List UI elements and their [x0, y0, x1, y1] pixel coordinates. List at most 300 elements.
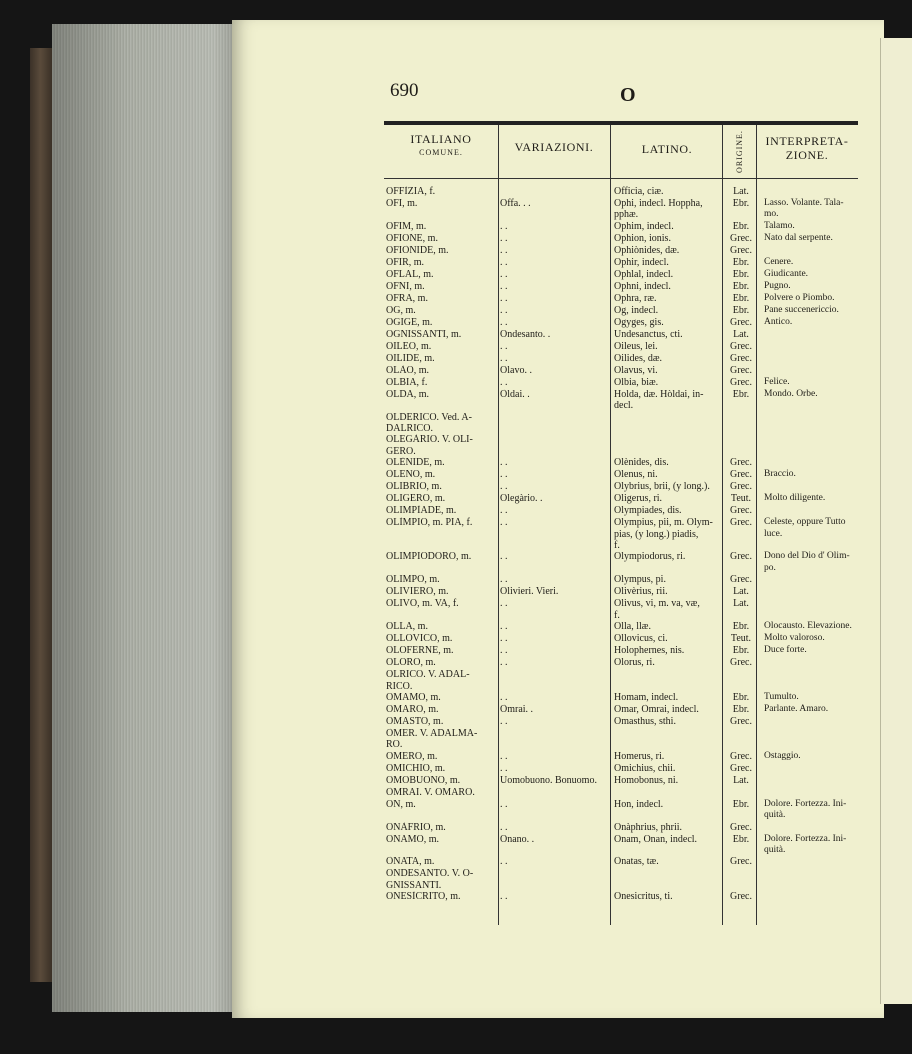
latino-cell: Olènides, dis.	[614, 457, 669, 469]
variazioni-cell: Onano. .	[500, 833, 535, 845]
latino-cell: Ophim, indecl.	[614, 220, 674, 232]
italiano-cell: OLIVO, m. VA, f.	[386, 598, 459, 610]
table-row	[384, 329, 858, 341]
table-row	[384, 505, 858, 517]
variazioni-cell: Ondesanto. .	[500, 328, 551, 340]
latino-cell	[610, 728, 722, 751]
origine-cell: Grec.	[730, 517, 752, 529]
latino-cell: Ophra, ræ.	[614, 292, 657, 304]
interpretazione-cell: Mondo. Orbe.	[764, 388, 818, 399]
variazioni-cell	[488, 434, 610, 457]
interpretazione-cell: Polvere o Piombo.	[764, 292, 835, 303]
origine-cell	[722, 787, 760, 799]
column-header-interpretazione: INTERPRETA- ZIONE.	[765, 134, 849, 162]
variazioni-cell: . .	[500, 481, 508, 493]
column-header-italiano-sub: COMUNE.	[419, 148, 463, 157]
origine-cell: Grec.	[730, 376, 752, 388]
italiano-cell: OGNISSANTI, m.	[386, 328, 462, 340]
italiano-cell: OLDERICO. Ved. A- DALRICO.	[386, 411, 472, 435]
italiano-cell: OLÀO, m.	[386, 364, 430, 376]
latino-cell: Ophni, indecl.	[614, 280, 671, 292]
variazioni-cell: . .	[500, 469, 508, 481]
table-row	[384, 669, 858, 692]
italiano-cell: ONÀFRIO, m.	[386, 821, 446, 833]
origine-cell: Lat.	[733, 328, 749, 340]
italiano-cell: OFI, m.	[386, 198, 418, 209]
page-number: 690	[390, 80, 419, 101]
interpretazione-cell: Talamo.	[764, 220, 795, 231]
italiano-cell: OLDA, m.	[386, 388, 430, 400]
origine-cell: Ebr.	[732, 645, 750, 657]
origine-cell	[722, 412, 760, 435]
table-row	[384, 353, 858, 365]
origine-cell: Grec.	[730, 469, 752, 481]
column-header-latino: LATINO.	[641, 142, 693, 156]
latino-cell: Ophi, indecl. Hoppha, pphæ.	[614, 198, 703, 221]
latino-cell: Olympiodorus, ri.	[614, 551, 686, 563]
table-row	[384, 716, 858, 728]
italiano-cell: OLIVIERO, m.	[386, 586, 449, 598]
table-row	[384, 574, 858, 586]
latino-cell: Olybrius, brii, (y long.).	[614, 481, 710, 493]
italiano-cell: OFIM, m.	[386, 220, 427, 232]
interpretazione-cell	[760, 412, 858, 435]
latino-cell: Officia, ciæ.	[614, 186, 664, 197]
latino-cell: Onam, Onan, indecl.	[614, 833, 698, 845]
latino-cell: Og, indecl.	[614, 304, 659, 316]
italiano-cell: OILEO, m.	[386, 340, 432, 352]
variazioni-cell: . .	[500, 376, 508, 388]
latino-cell: Olavus, vi.	[614, 364, 658, 376]
interpretazione-cell	[760, 716, 858, 728]
interpretazione-cell	[760, 657, 858, 669]
italiano-cell: OLBIA, f.	[386, 376, 428, 388]
variazioni-cell	[488, 669, 610, 692]
latino-cell: Olympus, pi.	[614, 574, 666, 586]
latino-cell: Olorus, ri.	[614, 657, 655, 669]
interpretazione-cell: Giudicante.	[764, 268, 809, 279]
interpretazione-cell	[760, 775, 858, 787]
italiano-cell: OMAMO, m.	[386, 691, 441, 703]
italiano-cell: OLOFERNE, m.	[386, 645, 454, 657]
latino-cell: Ollovicus, ci.	[614, 633, 668, 645]
table-row	[384, 293, 858, 305]
table-row	[384, 517, 858, 551]
origine-cell: Ebr.	[732, 292, 750, 304]
table-row	[384, 834, 858, 857]
table-row	[384, 657, 858, 669]
latino-cell: Olbia, biæ.	[614, 376, 659, 388]
origine-cell: Grec.	[730, 750, 752, 762]
origine-cell: Ebr.	[732, 304, 750, 316]
table-row	[384, 481, 858, 493]
variazioni-cell: . .	[500, 691, 508, 703]
origine-cell: Grec.	[730, 481, 752, 493]
italiano-cell: OMERO, m.	[386, 750, 438, 762]
interpretazione-cell: Celeste, oppure Tutto luce.	[764, 517, 846, 539]
interpretazione-cell: Dolore. Fortezza. Ini- quità.	[764, 833, 847, 855]
italiano-cell: OLIMPÌADE, m.	[386, 505, 457, 517]
facing-page-edge	[880, 38, 912, 1004]
italiano-cell: OLLOVICO, m.	[386, 633, 453, 645]
table-row	[384, 799, 858, 822]
variazioni-cell	[488, 412, 610, 435]
table-row	[384, 586, 858, 598]
variazioni-cell: . .	[500, 232, 508, 244]
table-row	[384, 728, 858, 751]
origine-cell	[722, 728, 760, 751]
table-row	[384, 787, 858, 799]
origine-cell: Grec.	[730, 457, 752, 469]
origine-cell: Grec.	[730, 352, 752, 364]
table-row	[384, 704, 858, 716]
latino-cell: Homobonus, ni.	[614, 774, 679, 786]
interpretazione-cell	[760, 891, 858, 903]
variazioni-cell: . .	[500, 762, 508, 774]
latino-cell: Hon, indecl.	[614, 798, 664, 810]
italiano-cell: OG, m.	[386, 304, 416, 316]
origine-cell: Grec.	[730, 551, 752, 563]
italiano-cell: OGIGE, m.	[386, 316, 433, 328]
origine-cell: Grec.	[730, 232, 752, 244]
latino-cell	[610, 868, 722, 891]
interpretazione-cell	[760, 669, 858, 692]
variazioni-cell: . .	[500, 244, 508, 256]
interpretazione-cell: Nato dal serpente.	[764, 232, 833, 243]
origine-cell: Grec.	[730, 505, 752, 517]
latino-cell: Olympius, pii, m. Olym- pias, (y long.) piadis, f.	[614, 517, 713, 552]
variazioni-cell: . .	[500, 352, 508, 364]
origine-cell: Ebr.	[732, 280, 750, 292]
italiano-cell: ONDESANTO. V. O- GNISSANTI.	[386, 868, 474, 891]
variazioni-cell: . .	[500, 340, 508, 352]
table-row	[384, 186, 858, 198]
table-row	[384, 493, 858, 505]
latino-cell: Ogyges, gis.	[614, 316, 664, 328]
interpretazione-cell: Tumulto.	[764, 691, 799, 702]
interpretazione-cell: Pane succenericcio.	[764, 304, 839, 315]
latino-cell: Olivèrius, rii.	[614, 586, 668, 598]
interpretazione-cell: Molto diligente.	[764, 493, 826, 504]
variazioni-cell: . .	[500, 551, 508, 563]
column-header-origine	[724, 128, 754, 174]
interpretazione-cell	[760, 574, 858, 586]
origine-cell: Grec.	[730, 316, 752, 328]
origine-cell: Grec.	[730, 762, 752, 774]
interpretazione-cell: Ostaggio.	[764, 750, 801, 761]
table-row	[384, 763, 858, 775]
table-row	[384, 269, 858, 281]
table-row	[384, 856, 858, 868]
interpretazione-cell: Cenere.	[764, 256, 794, 267]
italiano-cell: OMASTO, m.	[386, 715, 444, 727]
variazioni-cell	[488, 186, 610, 198]
origine-cell: Ebr.	[732, 268, 750, 280]
table-row	[384, 692, 858, 704]
variazioni-cell: . .	[500, 304, 508, 316]
italiano-cell: OLEGÀRIO. V. OLI- GERO.	[386, 434, 473, 457]
variazioni-cell: . .	[500, 220, 508, 232]
interpretazione-cell	[760, 457, 858, 469]
origine-cell: Grec.	[730, 574, 752, 586]
interpretazione-cell: Braccio.	[764, 469, 796, 480]
italiano-cell: ON, m.	[386, 798, 416, 810]
table-row	[384, 633, 858, 645]
interpretazione-cell: Dolore. Fortezza. Ini- quità.	[764, 798, 847, 821]
latino-cell: Onàphrius, phrii.	[614, 821, 683, 833]
table-row	[384, 305, 858, 317]
latino-cell: Undesanctus, cti.	[614, 328, 683, 340]
interpretazione-cell: Olocausto. Elevazione.	[764, 621, 852, 632]
latino-cell: Oilides, dæ.	[614, 352, 663, 364]
origine-cell: Grec.	[730, 821, 752, 833]
table-row	[384, 233, 858, 245]
table-row	[384, 621, 858, 633]
italiano-cell: OMARO, m.	[386, 703, 439, 715]
origine-cell: Grec.	[730, 715, 752, 727]
latino-cell: Olivus, vi, m. va, væ, f.	[614, 598, 700, 621]
italiano-cell: OMICHIO, m.	[386, 762, 446, 774]
origine-cell: Ebr.	[732, 833, 750, 845]
table-row	[384, 775, 858, 787]
table-row	[384, 341, 858, 353]
variazioni-cell: . .	[500, 598, 508, 610]
origine-cell	[722, 669, 760, 692]
table-row	[384, 457, 858, 469]
interpretazione-cell	[760, 434, 858, 457]
table-row	[384, 281, 858, 293]
table-row	[384, 221, 858, 233]
italiano-cell: ONESÌCRITO, m.	[386, 891, 461, 903]
table-row	[384, 645, 858, 657]
table-row	[384, 469, 858, 481]
table-row	[384, 317, 858, 329]
origine-cell: Ebr.	[732, 220, 750, 232]
table-row	[384, 198, 858, 221]
italiano-cell: ÒMRAI. V. OMARO.	[386, 786, 475, 798]
italiano-cell: OILIDE, m.	[386, 352, 435, 364]
italiano-cell: OFLAL, m.	[386, 268, 434, 280]
italiano-cell: OLRICO. V. ADAL- RICO.	[386, 669, 470, 692]
italiano-cell: OLIBRIO, m.	[386, 481, 442, 493]
italiano-cell: OFRA, m.	[386, 292, 428, 304]
table-row	[384, 257, 858, 269]
interpretazione-cell	[760, 822, 858, 834]
origine-cell: Ebr.	[732, 798, 750, 810]
table-row	[384, 868, 858, 891]
origine-cell: Grec.	[730, 856, 752, 868]
variazioni-cell: . .	[500, 821, 508, 833]
variazioni-cell: . .	[500, 517, 508, 529]
interpretazione-cell	[760, 186, 858, 198]
latino-cell	[610, 669, 722, 692]
table-row	[384, 434, 858, 457]
latino-cell: Ophlal, indecl.	[614, 268, 674, 280]
latino-cell: Homam, indecl.	[614, 691, 679, 703]
table-row	[384, 822, 858, 834]
interpretazione-cell	[760, 598, 858, 621]
interpretazione-cell	[760, 365, 858, 377]
origine-cell: Ebr.	[732, 388, 750, 400]
interpretazione-cell: Duce forte.	[764, 645, 807, 656]
column-header-italiano-label: ITALIANO	[410, 132, 472, 146]
origine-cell: Teut.	[730, 493, 752, 505]
latino-cell: Omichius, chii.	[614, 762, 676, 774]
table-row	[384, 389, 858, 412]
italiano-cell: ONAMO, m.	[386, 833, 440, 845]
origine-cell: Grec.	[730, 657, 752, 669]
origine-cell: Lat.	[733, 586, 749, 598]
interpretazione-cell	[760, 505, 858, 517]
variazioni-cell: . .	[500, 645, 508, 657]
italiano-cell: OLÈNIDE, m.	[386, 457, 445, 469]
variazioni-cell: . .	[500, 715, 508, 727]
latino-cell: Ophir, indecl.	[614, 256, 669, 268]
latino-cell	[610, 412, 722, 435]
variazioni-cell: Uomobuono. Bonuomo.	[500, 774, 597, 786]
variazioni-cell: Olivieri. Vieri.	[500, 586, 559, 598]
variazioni-cell: . .	[500, 292, 508, 304]
origine-cell: Ebr.	[732, 198, 750, 209]
column-header-variazioni: VARIAZIONI.	[514, 140, 594, 154]
column-header-italiano	[384, 132, 498, 160]
variazioni-cell: . .	[500, 891, 508, 903]
table-row	[384, 751, 858, 763]
interpretazione-cell	[760, 728, 858, 751]
origine-cell: Ebr.	[732, 256, 750, 268]
interpretazione-cell	[760, 586, 858, 598]
italiano-cell: OLORO, m.	[386, 657, 436, 669]
variazioni-cell: . .	[500, 457, 508, 469]
origine-cell: Grec.	[730, 364, 752, 376]
italiano-cell: ÒLENO, m.	[386, 469, 436, 481]
origine-cell: Grec.	[730, 891, 752, 903]
header-bottom-rule	[384, 178, 858, 179]
italiano-cell: OLLA, m.	[386, 621, 428, 633]
variazioni-cell: Olavo. .	[500, 364, 532, 376]
variazioni-cell: . .	[500, 750, 508, 762]
table-row	[384, 891, 858, 903]
variazioni-cell: . .	[500, 505, 508, 517]
italiano-cell: OLIGERO, m.	[386, 493, 446, 505]
italiano-cell: OFFÌZIA, f.	[386, 186, 436, 197]
italiano-cell: OFIÒNIDE, m.	[386, 244, 449, 256]
italiano-cell: OLÌMPIO, m. PIA, f.	[386, 517, 473, 529]
table-row	[384, 551, 858, 574]
latino-cell: Holda, dæ. Hòldai, in- decl.	[614, 388, 704, 412]
variazioni-cell: . .	[500, 256, 508, 268]
variazioni-cell: . .	[500, 657, 508, 669]
italiano-cell: OMOBUONO, m.	[386, 774, 461, 786]
origine-cell: Grec.	[730, 340, 752, 352]
variazioni-cell: . .	[500, 798, 508, 810]
italiano-cell: OFIONE, m.	[386, 232, 438, 244]
latino-cell	[610, 434, 722, 457]
origine-cell: Ebr.	[732, 703, 750, 715]
variazioni-cell: . .	[500, 316, 508, 328]
header-top-rule	[384, 121, 858, 125]
interpretazione-cell: Antico.	[764, 316, 793, 327]
table-row	[384, 412, 858, 435]
latino-cell: Onesicritus, ti.	[614, 891, 673, 903]
latino-cell: Omar, Òmrai, indecl.	[614, 703, 699, 715]
italiano-cell: OFNI, m.	[386, 280, 425, 292]
variazioni-cell: . .	[500, 280, 508, 292]
variazioni-cell	[488, 728, 610, 751]
italiano-cell: ÒNATA, m.	[386, 856, 435, 868]
variazioni-cell: . .	[500, 574, 508, 586]
variazioni-cell: . .	[500, 856, 508, 868]
variazioni-cell: Òldai. .	[500, 388, 530, 400]
interpretazione-cell: Pugno.	[764, 280, 791, 291]
origine-cell: Ebr.	[732, 621, 750, 633]
variazioni-cell	[488, 787, 610, 799]
latino-cell: Ònatas, tæ.	[614, 856, 659, 868]
italiano-cell: OLIMPO, m.	[386, 574, 440, 586]
interpretazione-cell: Dono del Dio d' Olim- po.	[764, 551, 850, 573]
latino-cell: Ophion, ionis.	[614, 232, 671, 244]
interpretazione-cell	[760, 329, 858, 341]
latino-cell: Oligerus, ri.	[614, 493, 663, 505]
latino-cell: Olla, llæ.	[614, 621, 651, 633]
interpretazione-cell: Parlante. Amaro.	[764, 703, 829, 714]
variazioni-cell: Offa. . .	[500, 198, 531, 209]
interpretazione-cell	[760, 481, 858, 493]
page-stack-shadow	[52, 24, 242, 1012]
interpretazione-cell: Lasso. Volante. Tala- mo.	[764, 198, 844, 220]
interpretazione-cell	[760, 763, 858, 775]
variazioni-cell: . .	[500, 621, 508, 633]
variazioni-cell: Òmrai. .	[500, 703, 534, 715]
latino-cell: Ophiònides, dæ.	[614, 244, 680, 256]
latino-cell: Olympiades, dis.	[614, 505, 682, 517]
interpretazione-cell	[760, 856, 858, 868]
interpretazione-cell: Felice.	[764, 376, 790, 387]
origine-cell	[722, 434, 760, 457]
table-row	[384, 245, 858, 257]
origine-cell: Lat.	[733, 598, 749, 610]
latino-cell: Holophernes, nis.	[614, 645, 685, 657]
variazioni-cell: Olegàrio. .	[500, 493, 543, 505]
origine-cell: Teut.	[730, 633, 752, 645]
variazioni-cell: . .	[500, 633, 508, 645]
dictionary-table	[384, 186, 858, 926]
origine-cell: Ebr.	[732, 691, 750, 703]
interpretazione-cell	[760, 341, 858, 353]
latino-cell: Oileus, lei.	[614, 340, 658, 352]
italiano-cell: ÒMER. V. ADALMA- RO.	[386, 727, 478, 751]
column-header-origine-label: ORIGINE.	[734, 129, 744, 173]
origine-cell: Lat.	[733, 186, 749, 197]
section-letter: O	[620, 84, 636, 106]
table-row	[384, 598, 858, 621]
interpretazione-cell	[760, 787, 858, 799]
interpretazione-cell	[760, 353, 858, 365]
interpretazione-cell: Molto valoroso.	[764, 633, 825, 644]
origine-cell: Lat.	[733, 774, 749, 786]
italiano-cell: OFIR, m.	[386, 256, 425, 268]
table-row	[384, 365, 858, 377]
origine-cell: Grec.	[730, 244, 752, 256]
interpretazione-cell	[760, 868, 858, 891]
table-row	[384, 377, 858, 389]
interpretazione-cell	[760, 245, 858, 257]
latino-cell	[610, 787, 722, 799]
origine-cell	[722, 868, 760, 891]
variazioni-cell	[488, 868, 610, 891]
variazioni-cell: . .	[500, 268, 508, 280]
latino-cell: Òlenus, ni.	[614, 469, 658, 481]
